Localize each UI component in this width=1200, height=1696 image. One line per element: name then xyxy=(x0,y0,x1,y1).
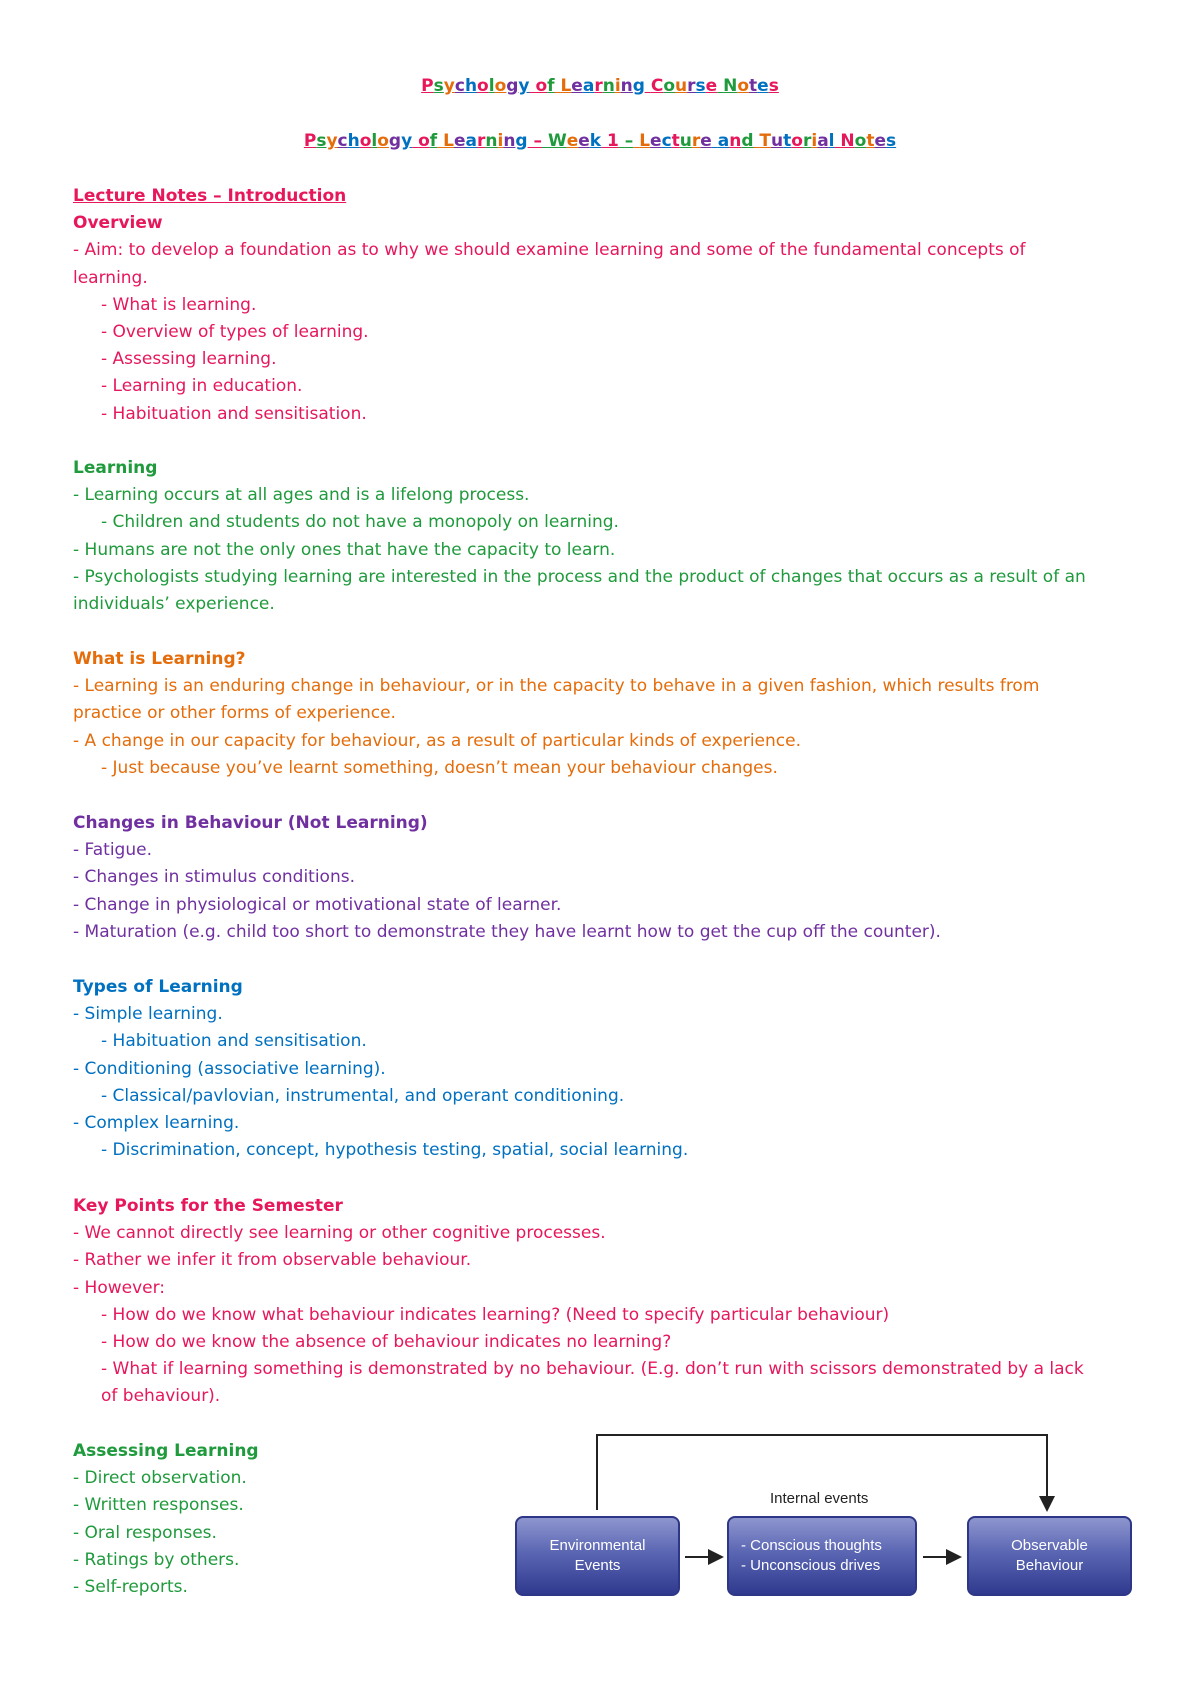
list-item: - Habituation and sensitisation. xyxy=(101,403,367,424)
title-letter: N xyxy=(840,131,855,151)
title-letter: n xyxy=(620,76,633,96)
title-letter: T xyxy=(759,131,772,151)
box-line: - Conscious thoughts xyxy=(741,1537,882,1554)
title-letter: o xyxy=(377,131,389,151)
title-letter: o xyxy=(737,76,750,96)
list-item: - Classical/pavlovian, instrumental, and operant conditioning. xyxy=(101,1085,625,1106)
title-letter: u xyxy=(675,76,688,96)
types-heading: Types of Learning xyxy=(73,977,243,997)
title-letter: h xyxy=(464,76,478,96)
title-letter: a xyxy=(582,76,595,96)
title-letter: n xyxy=(602,76,615,96)
title-letter: 1 xyxy=(607,131,619,151)
title-letter: o xyxy=(535,76,548,96)
title-letter: u xyxy=(679,131,692,151)
subtitle-text xyxy=(304,131,896,151)
box-line: Observable xyxy=(1011,1537,1088,1554)
overview-aim: - Aim: to develop a foundation as to why we should examine learning and some of the fundamental concepts of learning. xyxy=(73,240,1026,288)
title-letter: a xyxy=(717,131,730,151)
title-letter: P xyxy=(303,131,317,151)
title-letter: y xyxy=(518,76,530,96)
list-item: - How do we know the absence of behaviour indicates no learning? xyxy=(101,1332,672,1353)
title-letter: l xyxy=(828,131,835,151)
title-letter: e xyxy=(453,131,466,151)
title-letter: e xyxy=(874,131,887,151)
list-item: - Fatigue. xyxy=(73,840,152,861)
observable-behaviour-box xyxy=(967,1516,1132,1596)
title-letter: n xyxy=(485,131,498,151)
title-letter: o xyxy=(359,131,372,151)
list-item: - Humans are not the only ones that have the capacity to learn. xyxy=(73,539,616,560)
list-item: - Change in physiological or motivational state of learner. xyxy=(73,894,562,915)
title-letter: f xyxy=(547,76,555,96)
title-letter: s xyxy=(695,76,706,96)
title-letter: o xyxy=(418,131,430,151)
title-letter: y xyxy=(443,76,455,96)
key-points-heading: Key Points for the Semester xyxy=(73,1196,343,1216)
title-letter: i xyxy=(811,131,818,151)
title-letter: f xyxy=(429,131,438,151)
list-item: - Learning occurs at all ages and is a lifelong process. xyxy=(73,485,530,506)
list-item: - A change in our capacity for behaviour, as a result of particular kinds of experience. xyxy=(73,730,801,751)
learning-flow-diagram xyxy=(515,1430,1140,1605)
list-item: - Children and students do not have a monopoly on learning. xyxy=(101,512,619,533)
title-letter: e xyxy=(566,131,579,151)
title-letter: t xyxy=(749,76,758,96)
title-letter: d xyxy=(741,131,754,151)
title-letter: r xyxy=(594,76,603,96)
title-letter: o xyxy=(854,131,867,151)
title-letter: N xyxy=(723,76,738,96)
changes-heading: Changes in Behaviour (Not Learning) xyxy=(73,813,428,833)
changes-section xyxy=(73,810,1133,946)
types-section xyxy=(73,974,1133,1164)
title-letter: L xyxy=(443,131,454,151)
title-letter: n xyxy=(503,131,516,151)
title-letter: t xyxy=(866,131,875,151)
title-letter: W xyxy=(547,131,567,151)
document-subtitle xyxy=(0,131,1200,151)
assessing-section xyxy=(73,1438,473,1601)
list-item: - Learning in education. xyxy=(101,376,303,397)
title-letter: g xyxy=(632,76,645,96)
title-letter: a xyxy=(817,131,829,151)
list-item: - What if learning something is demonstrated by no behaviour. (E.g. don’t run with scissors demonstrated by a lack of behaviour). xyxy=(101,1359,1084,1407)
learning-heading: Learning xyxy=(73,458,158,478)
title-letter: u xyxy=(771,131,784,151)
title-letter: – xyxy=(533,131,543,151)
title-letter: o xyxy=(477,76,489,96)
title-letter: r xyxy=(802,131,812,151)
title-letter: L xyxy=(560,76,572,96)
list-item: - We cannot directly see learning or other cognitive processes. xyxy=(73,1223,606,1244)
box-line: Behaviour xyxy=(1015,1557,1084,1574)
title-letter: n xyxy=(729,131,742,151)
box-line: - Unconscious drives xyxy=(741,1557,881,1574)
title-letter: o xyxy=(494,76,507,96)
title-letter: l xyxy=(488,76,495,96)
title-letter: L xyxy=(639,131,651,151)
lecture-heading: Lecture Notes – Introduction xyxy=(73,186,347,206)
list-item: - Habituation and sensitisation. xyxy=(101,1031,367,1052)
title-letter: – xyxy=(624,131,634,151)
title-letter: s xyxy=(316,131,327,151)
title-letter: c xyxy=(454,76,465,96)
title-letter: e xyxy=(705,76,718,96)
title-letter: o xyxy=(791,131,803,151)
title-letter: s xyxy=(433,76,444,96)
title-letter: c xyxy=(337,131,348,151)
list-item: - Assessing learning. xyxy=(101,349,277,370)
title-letter: a xyxy=(465,131,477,151)
internal-events-label: Internal events xyxy=(770,1490,869,1507)
title-letter: l xyxy=(371,131,378,151)
list-item: - Self-reports. xyxy=(73,1577,188,1598)
title-letter: e xyxy=(650,131,662,151)
title-letter: g xyxy=(506,76,519,96)
list-item: - Just because you’ve learnt something, doesn’t mean your behaviour changes. xyxy=(101,757,778,778)
title-letter: c xyxy=(661,131,672,151)
title-letter: P xyxy=(421,76,434,96)
assessing-heading: Assessing Learning xyxy=(73,1441,259,1461)
title-letter: s xyxy=(768,76,779,96)
list-item: - Changes in stimulus conditions. xyxy=(73,867,355,888)
title-letter: o xyxy=(663,76,676,96)
list-item: - Direct observation. xyxy=(73,1468,247,1489)
list-item: - Maturation (e.g. child too short to demonstrate they have learnt how to get the cup off the counter). xyxy=(73,921,941,942)
list-item: - What is learning. xyxy=(101,294,257,315)
title-letter: y xyxy=(326,131,338,151)
title-letter: e xyxy=(571,76,583,96)
what-is-learning-section xyxy=(73,646,1133,782)
internal-events-box xyxy=(727,1516,917,1596)
list-item: - Complex learning. xyxy=(73,1113,240,1134)
title-letter: t xyxy=(783,131,792,151)
title-letter: r xyxy=(687,76,696,96)
list-item: - However: xyxy=(73,1277,166,1298)
overview-section xyxy=(73,183,1133,428)
title-letter: s xyxy=(886,131,897,151)
title-letter: e xyxy=(757,76,769,96)
overview-heading: Overview xyxy=(73,213,163,234)
title-letter: C xyxy=(650,76,664,96)
list-item: - Learning is an enduring change in behaviour, or in the capacity to behave in a given fashion, which results from practice or other forms of experience. xyxy=(73,676,1040,724)
title-text xyxy=(421,76,779,96)
box-line: Environmental xyxy=(549,1537,646,1554)
title-letter: g xyxy=(515,131,528,151)
list-item: - Written responses. xyxy=(73,1495,244,1516)
document-title xyxy=(0,76,1200,96)
box-line: Events xyxy=(574,1557,621,1574)
list-item: - Psychologists studying learning are interested in the process and the product of changes that occurs as a result of an individuals’ experience. xyxy=(73,566,1086,615)
title-letter: e xyxy=(700,131,712,151)
title-letter: t xyxy=(671,131,680,151)
title-letter: r xyxy=(476,131,486,151)
list-item: - Conditioning (associative learning). xyxy=(73,1058,386,1079)
list-item: - Simple learning. xyxy=(73,1004,223,1025)
learning-section xyxy=(73,455,1133,618)
list-item: - Rather we infer it from observable behaviour. xyxy=(73,1250,472,1271)
title-letter: i xyxy=(614,76,621,96)
list-item: - How do we know what behaviour indicates learning? (Need to specify particular behaviour) xyxy=(101,1304,890,1325)
title-letter: i xyxy=(497,131,504,151)
title-letter: y xyxy=(401,131,413,151)
title-letter: r xyxy=(691,131,701,151)
list-item: - Overview of types of learning. xyxy=(101,322,369,343)
what-is-learning-heading: What is Learning? xyxy=(73,649,246,669)
title-letter: h xyxy=(347,131,360,151)
list-item: - Discrimination, concept, hypothesis testing, spatial, social learning. xyxy=(101,1140,689,1161)
list-item: - Oral responses. xyxy=(73,1522,217,1543)
title-letter: e xyxy=(578,131,590,151)
title-letter: k xyxy=(589,131,602,151)
key-points-section xyxy=(73,1193,1133,1411)
environmental-events-box xyxy=(515,1516,680,1596)
title-letter: g xyxy=(388,131,402,151)
list-item: - Ratings by others. xyxy=(73,1549,240,1570)
